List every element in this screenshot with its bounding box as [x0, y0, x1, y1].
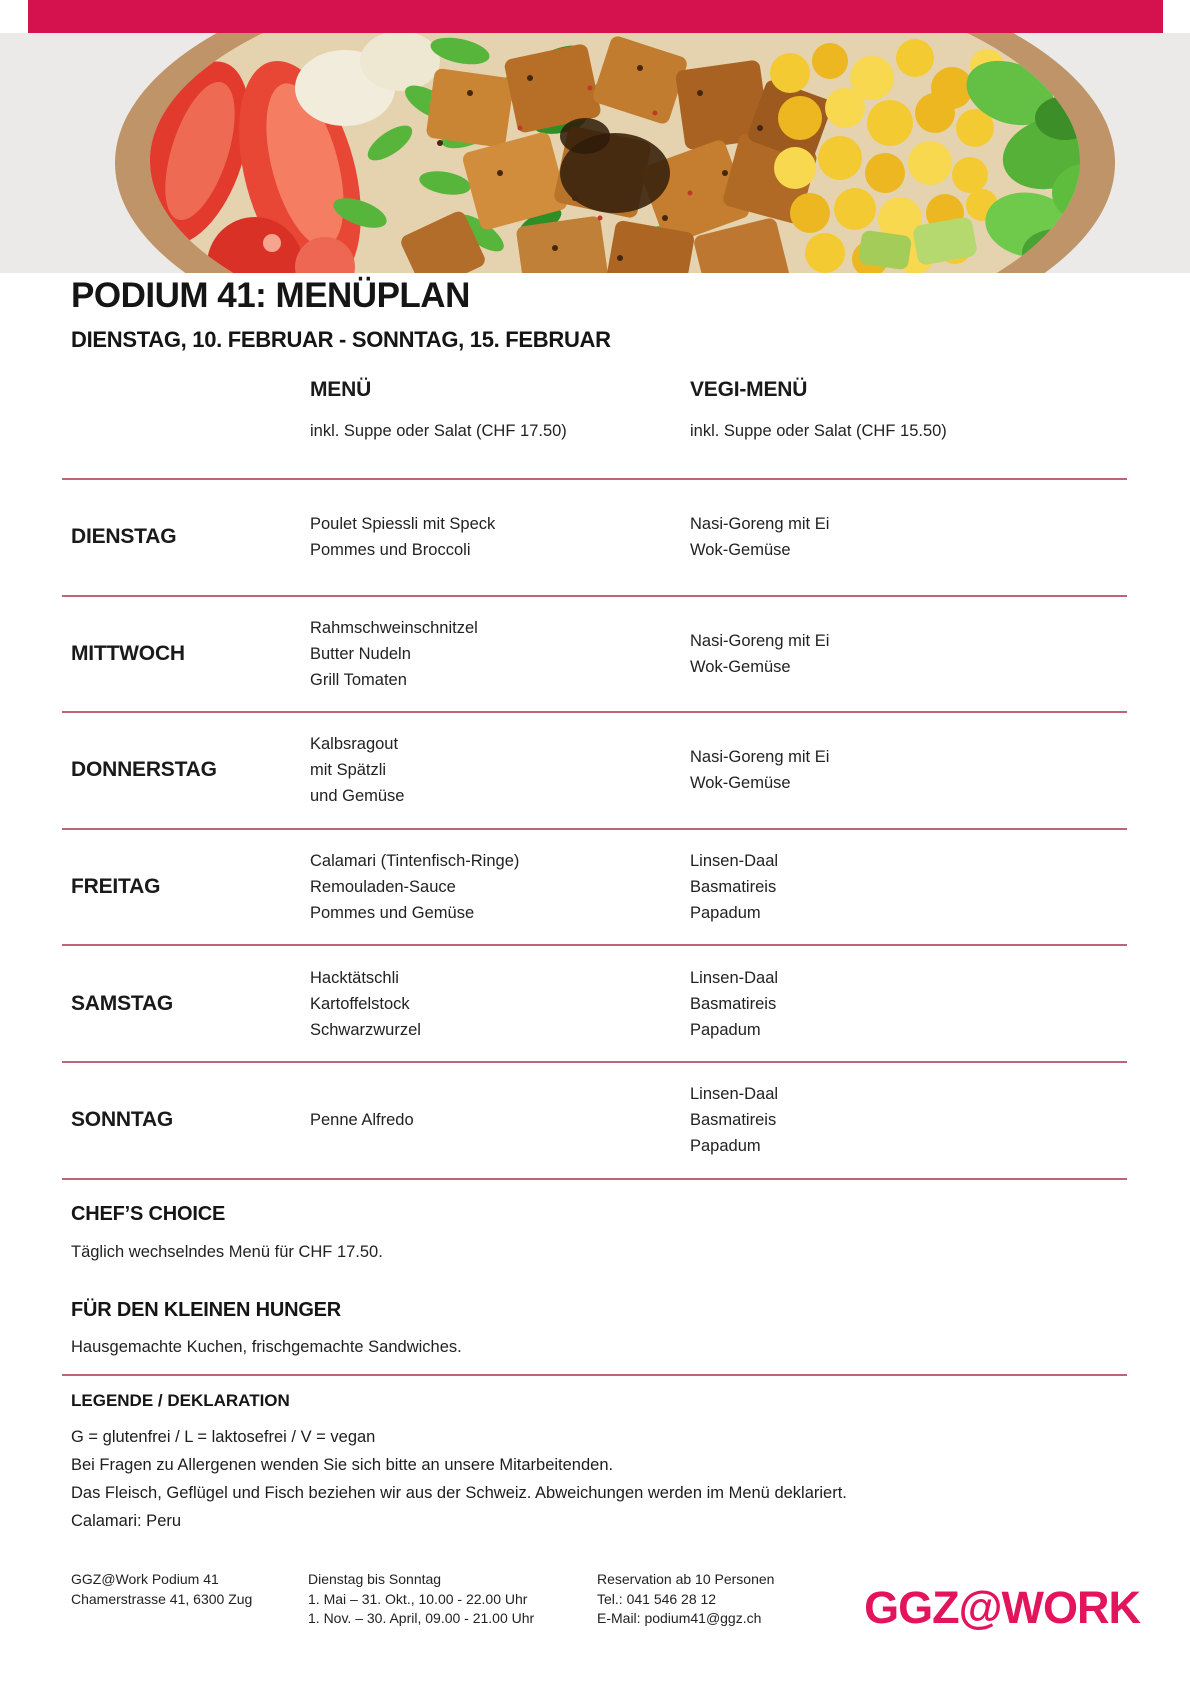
vegi-cell	[690, 1063, 1127, 1178]
footer-address-line: Chamerstrasse 41, 6300 Zug	[71, 1590, 253, 1607]
kleiner-hunger-text: Hausgemachte Kuchen, frischgemachte Sandwiches.	[71, 1338, 462, 1356]
day-column-spacer	[62, 378, 310, 441]
day-label: SONNTAG	[71, 1108, 174, 1132]
menu-item-line: Pommes und Gemüse	[310, 904, 475, 923]
menu-table-body	[62, 478, 1127, 1180]
menu-item-line: Wok-Gemüse	[690, 657, 791, 676]
menu-item-line: und Gemüse	[310, 787, 405, 806]
menu-item-line: Wok-Gemüse	[690, 774, 791, 793]
footer-address-line: GGZ@Work Podium 41	[71, 1571, 219, 1587]
menu-item-line: Calamari (Tintenfisch-Ringe)	[310, 852, 520, 871]
column-header-vegi: VEGI-MENÜ	[690, 378, 808, 401]
day-label: DONNERSTAG	[71, 758, 217, 782]
footer-hours-line: 1. Mai – 31. Okt., 10.00 - 22.00 Uhr	[308, 1590, 528, 1607]
day-label: SAMSTAG	[71, 991, 174, 1015]
table-row	[62, 1063, 1127, 1180]
menu-cell	[310, 480, 690, 595]
legend-lines	[71, 1423, 847, 1535]
legend-line: Calamari: Peru	[71, 1512, 182, 1530]
table-row	[62, 946, 1127, 1063]
vegi-cell	[690, 946, 1127, 1061]
footer-hours	[308, 1570, 534, 1629]
legend-section	[71, 1391, 847, 1535]
food-bowl-photo	[0, 33, 1190, 273]
footer-contact-line: E-Mail: podium41@ggz.ch	[597, 1610, 762, 1626]
footer-contact	[597, 1570, 774, 1629]
page-title: PODIUM 41: MENÜPLAN	[71, 276, 470, 315]
menu-item-line: Kalbsragout	[310, 735, 399, 754]
menu-item-line: Nasi-Goreng mit Ei	[690, 748, 830, 767]
ggz-work-logo: GGZ@WORK	[864, 1582, 1140, 1633]
footer-contact-line: Reservation ab 10 Personen	[597, 1571, 775, 1587]
menu-cell	[310, 830, 690, 945]
menu-item-line: Kartoffelstock	[310, 994, 410, 1013]
footer-hours-line: Dienstag bis Sonntag	[308, 1571, 442, 1587]
table-row	[62, 597, 1127, 714]
menu-item-line: Grill Tomaten	[310, 670, 407, 689]
vegi-cell	[690, 597, 1127, 712]
menu-item-line: Basmatireis	[690, 878, 777, 897]
legend-line: G = glutenfrei / L = laktosefrei / V = vegan	[71, 1428, 376, 1446]
kleiner-hunger-heading: FÜR DEN KLEINEN HUNGER	[71, 1299, 342, 1321]
menu-item-line: Basmatireis	[690, 994, 777, 1013]
chefs-choice-section	[71, 1203, 383, 1262]
menu-item-line: Nasi-Goreng mit Ei	[690, 631, 830, 650]
accent-topbar	[28, 0, 1163, 33]
day-label: FREITAG	[71, 875, 161, 899]
legend-heading: LEGENDE / DEKLARATION	[71, 1391, 290, 1410]
menu-item-line: Wok-Gemüse	[690, 541, 791, 560]
menu-item-line: Rahmschweinschnitzel	[310, 618, 478, 637]
page-subtitle: DIENSTAG, 10. FEBRUAR - SONNTAG, 15. FEBRUAR	[71, 327, 611, 352]
menu-item-line: Basmatireis	[690, 1111, 777, 1130]
menu-table-header	[62, 378, 1127, 441]
menu-item-line: Papadum	[690, 1137, 761, 1156]
menu-item-line: Papadum	[690, 904, 761, 923]
column-header-menu: MENÜ	[310, 378, 372, 401]
menu-item-line: Nasi-Goreng mit Ei	[690, 515, 830, 534]
menu-item-line: Linsen-Daal	[690, 1085, 779, 1104]
menu-item-line: Butter Nudeln	[310, 644, 411, 663]
food-bowl-illustration	[0, 33, 1190, 273]
day-label: MITTWOCH	[71, 641, 185, 665]
menu-item-line: Papadum	[690, 1020, 761, 1039]
menu-cell	[310, 946, 690, 1061]
menu-item-line: Pommes und Broccoli	[310, 541, 471, 560]
menu-cell	[310, 597, 690, 712]
menu-item-line: Hacktätschli	[310, 968, 399, 987]
vegi-cell	[690, 480, 1127, 595]
footer-contact-line: Tel.: 041 546 28 12	[597, 1590, 717, 1607]
vegi-cell	[690, 830, 1127, 945]
footer-address	[71, 1570, 252, 1609]
menu-cell	[310, 1063, 690, 1178]
menu-item-line: Remouladen-Sauce	[310, 878, 456, 897]
vegi-cell	[690, 713, 1127, 828]
footer-hours-line: 1. Nov. – 30. April, 09.00 - 21.00 Uhr	[308, 1610, 535, 1626]
legend-line: Bei Fragen zu Allergenen wenden Sie sich bitte an unsere Mitarbeitenden.	[71, 1456, 614, 1474]
column-subtitle-menu: inkl. Suppe oder Salat (CHF 17.50)	[310, 422, 567, 440]
legend-line: Das Fleisch, Geflügel und Fisch beziehen wir aus der Schweiz. Abweichungen werden im Menü deklariert.	[71, 1484, 847, 1502]
chefs-choice-text: Täglich wechselndes Menü für CHF 17.50.	[71, 1243, 383, 1261]
menu-item-line: Linsen-Daal	[690, 968, 779, 987]
menu-item-line: Penne Alfredo	[310, 1111, 414, 1130]
kleiner-hunger-section	[71, 1299, 462, 1357]
chefs-choice-heading: CHEF’S CHOICE	[71, 1203, 226, 1225]
table-row	[62, 830, 1127, 947]
day-label: DIENSTAG	[71, 525, 177, 549]
table-row	[62, 480, 1127, 597]
column-subtitle-vegi: inkl. Suppe oder Salat (CHF 15.50)	[690, 422, 947, 440]
menu-item-line: Poulet Spiessli mit Speck	[310, 515, 496, 534]
menu-item-line: Linsen-Daal	[690, 852, 779, 871]
table-row	[62, 713, 1127, 830]
menu-item-line: Schwarzwurzel	[310, 1020, 421, 1039]
menu-cell	[310, 713, 690, 828]
legend-divider	[62, 1374, 1127, 1376]
menu-item-line: mit Spätzli	[310, 761, 387, 780]
